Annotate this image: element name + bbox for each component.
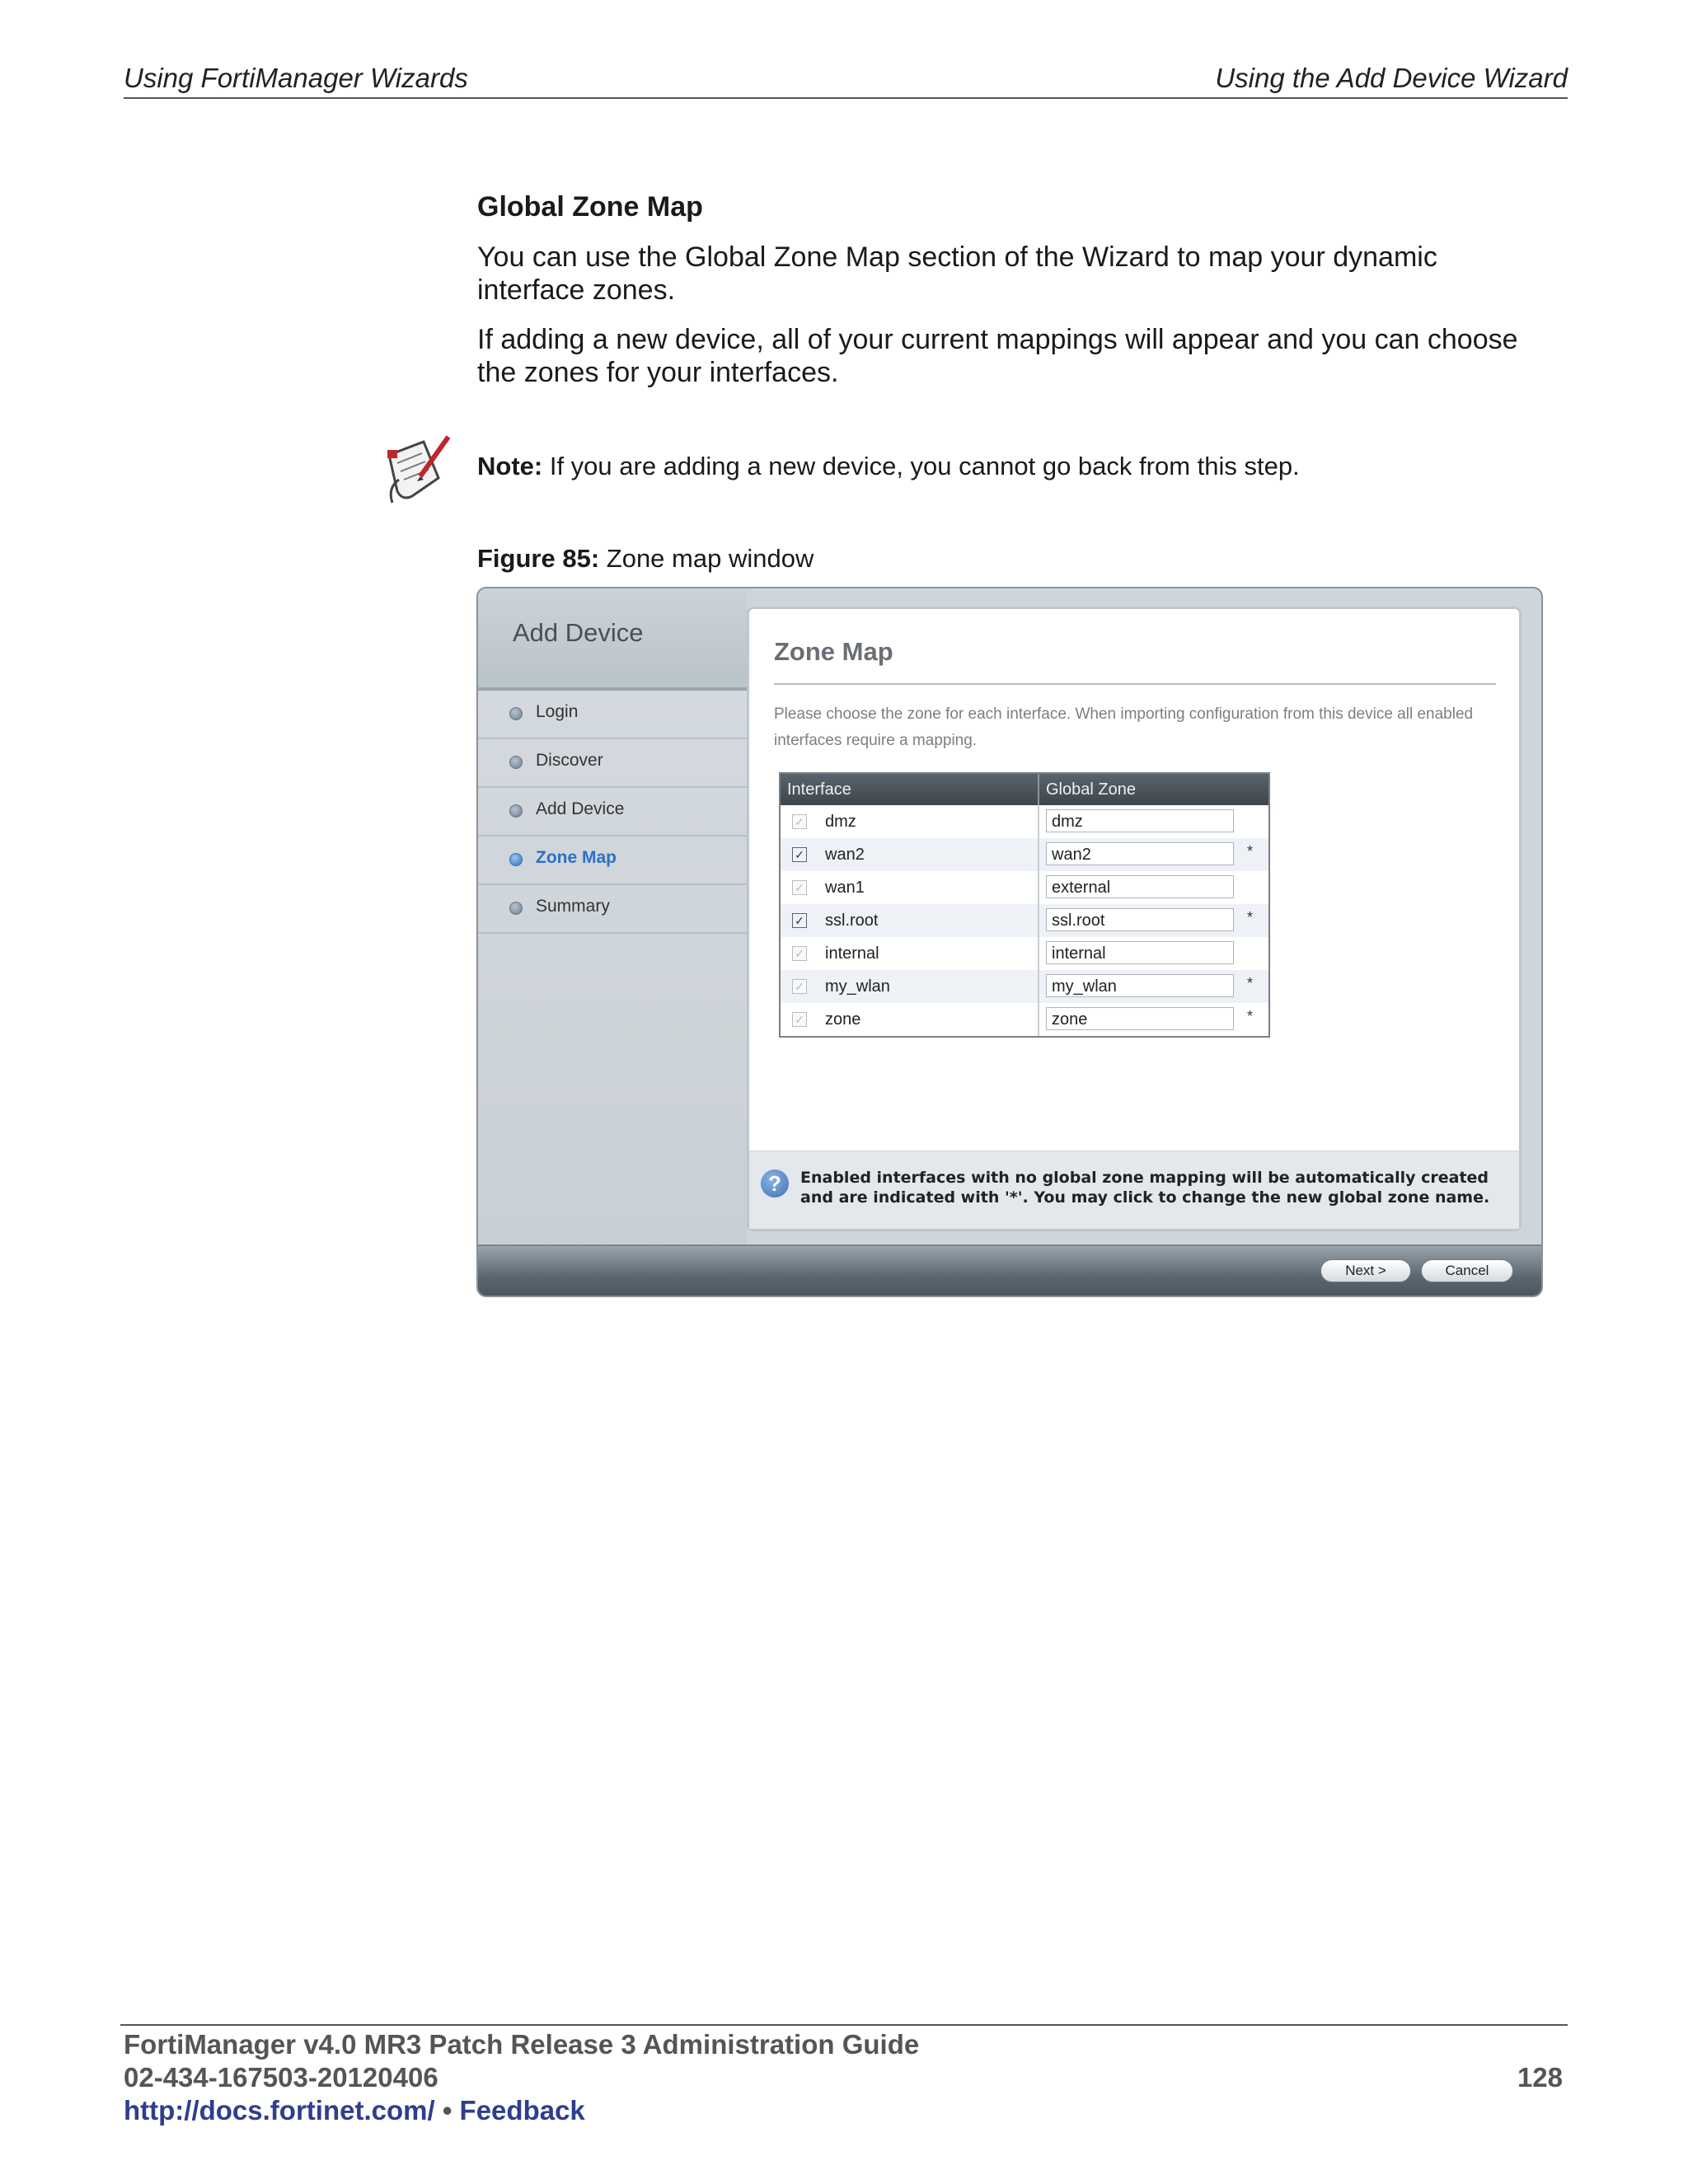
- column-divider: [1038, 805, 1039, 838]
- column-divider: [1038, 1003, 1039, 1036]
- global-zone-input[interactable]: dmz: [1046, 809, 1234, 832]
- note-text: [477, 452, 1300, 481]
- column-divider: [1038, 937, 1039, 970]
- step-bullet-icon: [509, 902, 523, 915]
- next-button[interactable]: Next >: [1320, 1259, 1411, 1282]
- panel-divider: [774, 683, 1496, 685]
- figure-caption: [477, 544, 814, 574]
- wizard-button-bar: [478, 1244, 1541, 1297]
- figure-caption-text: Zone map window: [599, 544, 814, 573]
- global-zone-input[interactable]: internal: [1046, 941, 1234, 964]
- note-icon: [381, 430, 453, 508]
- zone-table-header: [781, 774, 1268, 805]
- wizard-step-login[interactable]: [478, 691, 747, 739]
- header-section: Using the Add Device Wizard: [1215, 63, 1568, 93]
- interface-name: wan1: [825, 879, 865, 897]
- cancel-button[interactable]: Cancel: [1421, 1259, 1513, 1282]
- figure-label: Figure 85:: [477, 544, 600, 573]
- wizard-step-summary[interactable]: [478, 885, 747, 934]
- step-bullet-icon: [509, 707, 523, 720]
- zone-table: [779, 772, 1270, 1038]
- table-row: [781, 838, 1268, 871]
- interface-name: zone: [825, 1010, 861, 1029]
- table-row: [781, 1003, 1268, 1036]
- footer-links: [124, 2095, 585, 2126]
- table-row: [781, 937, 1268, 970]
- new-zone-marker: *: [1247, 843, 1254, 860]
- interface-checkbox[interactable]: ✓: [792, 814, 807, 829]
- mapping-paragraph: If adding a new device, all of your current mappings will appear and you can choose the zones for your interfaces.: [477, 324, 1518, 388]
- zone-table-body: [781, 805, 1268, 1036]
- wizard-step-discover[interactable]: [478, 739, 747, 788]
- wizard-step-label: Zone Map: [536, 848, 617, 867]
- interface-name: ssl.root: [825, 912, 879, 930]
- note-label: Note:: [477, 452, 543, 480]
- wizard-title-bar: [478, 588, 747, 691]
- wizard-step-add-device[interactable]: [478, 788, 747, 837]
- interface-name: dmz: [825, 813, 856, 831]
- interface-checkbox[interactable]: ✓: [792, 946, 807, 961]
- header-chapter: Using FortiManager Wizards: [124, 63, 468, 93]
- interface-checkbox[interactable]: ✓: [792, 913, 807, 928]
- zone-map-window: [476, 587, 1543, 1297]
- table-row: [781, 970, 1268, 1003]
- interface-checkbox[interactable]: ✓: [792, 880, 807, 895]
- intro-paragraph: You can use the Global Zone Map section of the Wizard to map your dynamic interface zones.: [477, 241, 1437, 306]
- wizard-step-label: Discover: [536, 751, 603, 770]
- global-zone-input[interactable]: ssl.root: [1046, 908, 1234, 931]
- docs-link[interactable]: http://docs.fortinet.com/: [124, 2095, 435, 2125]
- global-zone-input[interactable]: wan2: [1046, 842, 1234, 865]
- hint-bar: [749, 1151, 1519, 1229]
- hint-text: Enabled interfaces with no global zone mapping will be automatically created and are indicated with '*'. You may click to change the new global zone name.: [800, 1169, 1490, 1207]
- table-row: [781, 871, 1268, 904]
- header-interface: Interface: [787, 780, 851, 799]
- column-divider: [1038, 871, 1039, 904]
- wizard-step-label: Summary: [536, 897, 610, 916]
- zone-map-panel: [747, 607, 1522, 1231]
- wizard-step-label: Login: [536, 702, 579, 721]
- wizard-title: Add Device: [513, 618, 644, 647]
- wizard-step-zone-map[interactable]: [478, 837, 747, 885]
- panel-description: Please choose the zone for each interface. When importing configuration from this device all enabled interfaces require a mapping.: [774, 705, 1474, 749]
- step-bullet-icon: [509, 804, 523, 818]
- interface-checkbox[interactable]: ✓: [792, 847, 807, 862]
- note-body: If you are adding a new device, you cannot go back from this step.: [542, 452, 1300, 480]
- header-divider: [1038, 774, 1039, 805]
- table-row: [781, 805, 1268, 838]
- footer-separator: •: [434, 2095, 460, 2125]
- global-zone-input[interactable]: my_wlan: [1046, 974, 1234, 997]
- column-divider: [1038, 838, 1039, 871]
- running-header: [124, 59, 1568, 99]
- interface-name: my_wlan: [825, 977, 890, 996]
- wizard-step-label: Add Device: [536, 799, 625, 818]
- feedback-link[interactable]: Feedback: [459, 2095, 585, 2125]
- step-bullet-icon: [509, 853, 523, 866]
- new-zone-marker: *: [1247, 909, 1254, 926]
- panel-title: Zone Map: [774, 637, 893, 666]
- global-zone-input[interactable]: zone: [1046, 1007, 1234, 1030]
- page-number: 128: [1517, 2062, 1563, 2093]
- interface-checkbox[interactable]: ✓: [792, 1012, 807, 1027]
- column-divider: [1038, 970, 1039, 1003]
- interface-checkbox[interactable]: ✓: [792, 979, 807, 994]
- wizard-sidebar: [478, 588, 747, 1244]
- new-zone-marker: *: [1247, 975, 1254, 991]
- new-zone-marker: *: [1247, 1008, 1254, 1024]
- wizard-steps: [478, 691, 747, 934]
- interface-name: internal: [825, 944, 879, 963]
- help-icon: ?: [761, 1169, 789, 1197]
- interface-name: wan2: [825, 846, 865, 864]
- column-divider: [1038, 904, 1039, 937]
- step-bullet-icon: [509, 756, 523, 769]
- table-row: [781, 904, 1268, 937]
- header-global-zone: Global Zone: [1046, 780, 1136, 799]
- global-zone-input[interactable]: external: [1046, 875, 1234, 898]
- section-title: Global Zone Map: [477, 191, 703, 223]
- footer-rule: [120, 2024, 1568, 2026]
- footer-doc-number: 02-434-167503-20120406: [124, 2062, 438, 2093]
- footer-guide-title: FortiManager v4.0 MR3 Patch Release 3 Administration Guide: [124, 2029, 920, 2060]
